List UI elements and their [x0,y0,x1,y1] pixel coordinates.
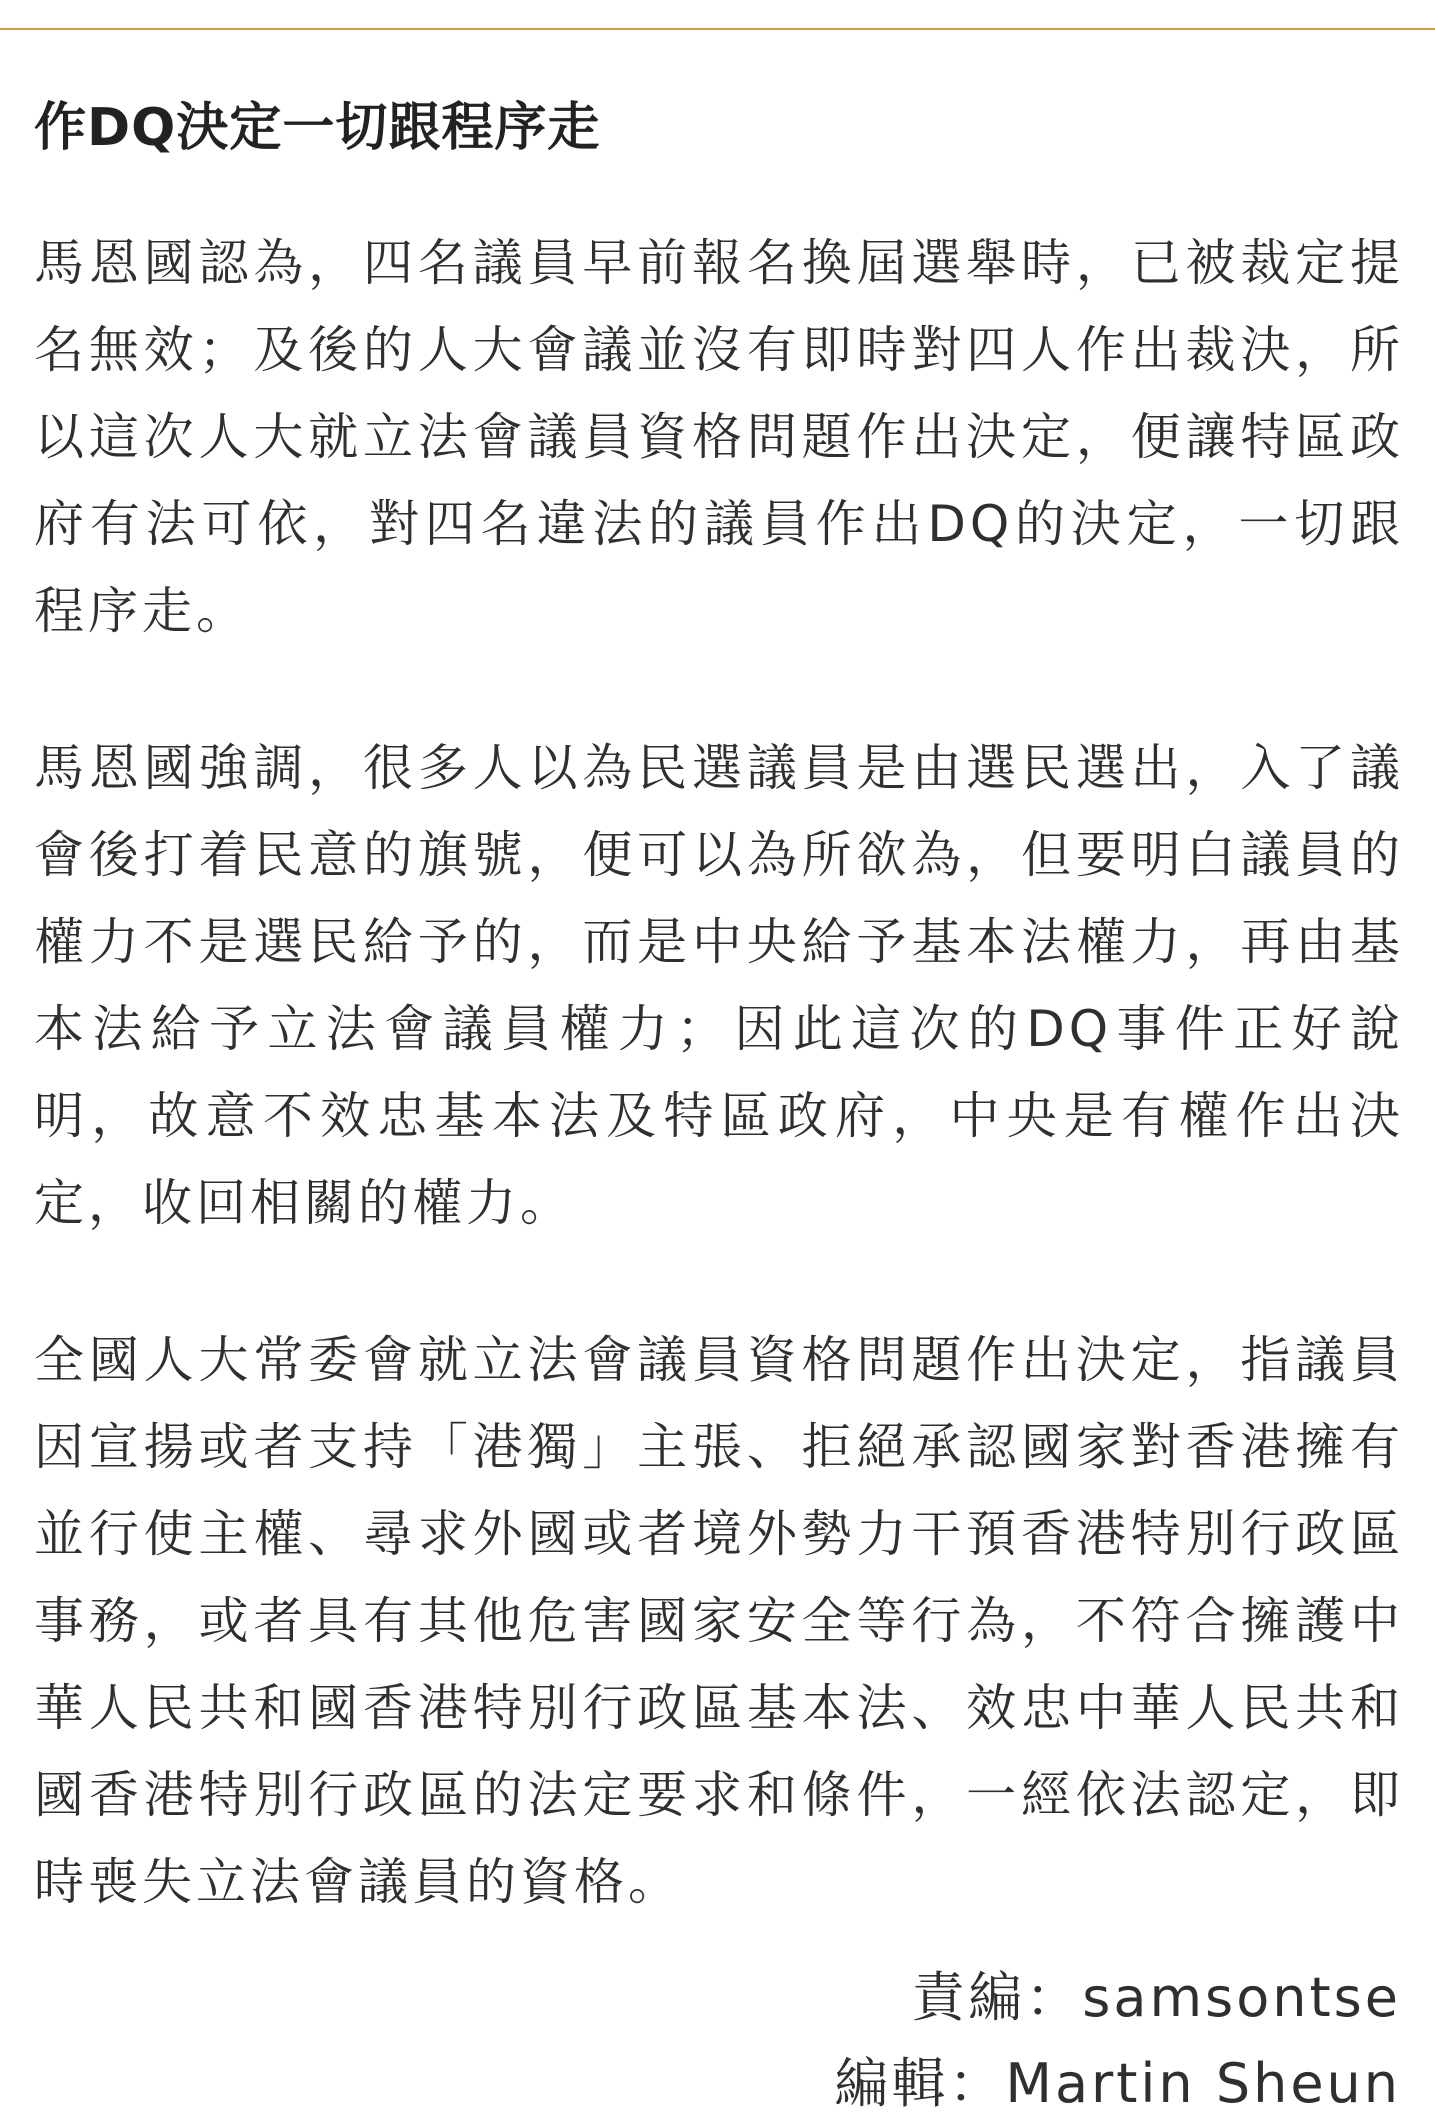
paragraph-3: 全國人大常委會就立法會議員資格問題作出決定，指議員因宣揚或者支持「港獨」主張、拒絕承認國家對香港擁有並行使主權、尋求外國或者境外勢力干預香港特別行政區事務，或者具有其他危害國家安全等行為，不符合擁護中華人民共和國香港特別行政區基本法、效忠中華人民共和國香港特別行政區的法定要求和條件，一經依法認定，即時喪失立法會議員的資格。 [34,1331,1404,1911]
paragraph-2: 馬恩國強調，很多人以為民選議員是由選民選出，入了議會後打着民意的旗號，便可以為所欲為，但要明白議員的權力不是選民給予的，而是中央給予基本法權力，再由基本法給予立法會議員權力；因此這次的DQ事件正好說明，故意不效忠基本法及特區政府，中央是有權作出決定，收回相關的權力。 [34,739,1404,1232]
paragraph-1: 馬恩國認為，四名議員早前報名換屆選舉時，已被裁定提名無效；及後的人大會議並沒有即時對四人作出裁決，所以這次人大就立法會議員資格問題作出決定，便讓特區政府有法可依，對四名違法的議員作出DQ的決定，一切跟程序走。 [34,234,1404,640]
section-subheading: 作DQ決定一切跟程序走 [34,98,601,158]
article-credits [834,1955,1401,2127]
editor-credit: 編輯：Martin Sheun [834,2052,1401,2115]
top-divider [0,28,1435,30]
article-body [34,96,1404,1996]
responsible-editor-credit: 責編：samsontse [911,1966,1401,2029]
